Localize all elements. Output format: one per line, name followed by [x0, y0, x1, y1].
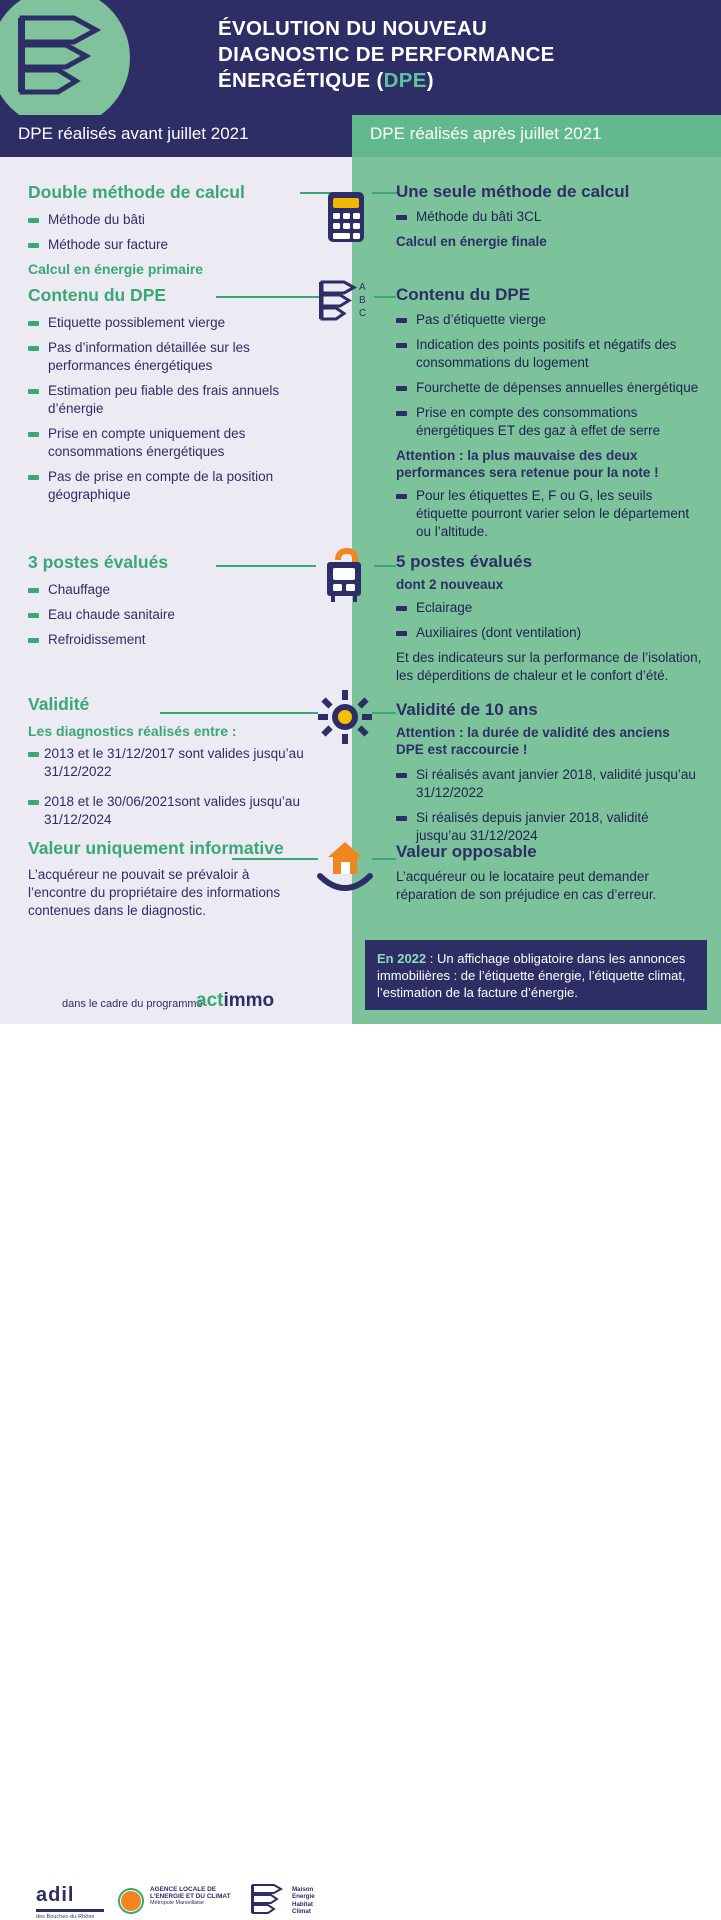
connector-line-3-right [374, 565, 396, 567]
list-item: Refroidissement [28, 631, 278, 649]
section-1-left-title: Double méthode de calcul [28, 182, 245, 202]
list-item: Pas de prise en compte de la position géographique [28, 468, 322, 504]
mehc-line-2: Energie [292, 1893, 315, 1901]
list-item: Eclairage [396, 599, 704, 617]
section-1-left [28, 182, 298, 283]
list-item: 2013 et le 31/12/2017 sont valides jusqu’au 31/12/2022 [28, 745, 318, 781]
section-2-right-bullets [396, 311, 704, 440]
section-4-right-bullets [396, 766, 696, 845]
section-4-right-warning: Attention : la durée de validité des anciens DPE est raccourcie ! [396, 725, 670, 757]
section-5-left [28, 838, 296, 926]
list-item: 2018 et le 30/06/2021sont valides jusqu’au 31/12/2024 [28, 793, 318, 829]
list-item: Si réalisés avant janvier 2018, validité jusqu’au 31/12/2022 [396, 766, 696, 802]
section-2-left [22, 285, 322, 511]
connector-line-4-right [372, 712, 396, 714]
section-1-left-note: Calcul en énergie primaire [28, 261, 204, 277]
list-item: Auxiliaires (dont ventilation) [396, 624, 704, 642]
section-1-right-note: Calcul en énergie finale [396, 234, 547, 249]
section-1-right [396, 182, 696, 256]
list-item: Méthode du bâti 3CL [396, 208, 696, 226]
right-column-header [352, 115, 721, 157]
footer-note-text: : Un affichage obligatoire dans les annonces immobilières : de l’étiquette énergie, l’étiquette climat, l’estimation de la facture d’énergie. [377, 951, 686, 1000]
sun-icon [318, 690, 372, 744]
list-item: Chauffage [28, 581, 278, 599]
list-item: Prise en compte des consommations énergétiques ET des gaz à effet de serre [396, 404, 704, 440]
section-2-right-bullets-2 [396, 487, 704, 541]
list-item: Indication des points positifs et négatifs des consommations du logement [396, 336, 704, 372]
boiler-icon [318, 548, 374, 604]
section-3-right-subtitle: dont 2 nouveaux [396, 577, 504, 592]
section-4-right-title: Validité de 10 ans [396, 700, 538, 719]
title-line-3-suffix: ) [426, 69, 434, 92]
title-line-3 [218, 68, 698, 94]
svg-text:B: B [359, 295, 366, 306]
svg-text:A: A [359, 282, 366, 293]
mehc-line-3: Habitat [292, 1900, 313, 1908]
section-5-right [396, 842, 696, 910]
list-item: Eau chaude sanitaire [28, 606, 278, 624]
title-line-2: DIAGNOSTIC DE PERFORMANCE [218, 43, 555, 66]
alec-logo [118, 1886, 242, 1906]
section-3-right-title: 5 postes évalués [396, 552, 533, 571]
mehc-mark-icon [250, 1882, 288, 1916]
left-column-header [0, 115, 352, 157]
calculator-icon [318, 190, 374, 246]
section-5-left-paragraph: L’acquéreur ne pouvait se prévaloir à l’encontre du propriétaire des informations contenues dans le diagnostic. [28, 867, 281, 918]
section-2-right-warning: Attention : la plus mauvaise des deux performances sera retenue pour la note ! [396, 448, 659, 480]
list-item: Méthode sur facture [28, 236, 298, 254]
footer-note-highlight: En 2022 [377, 951, 427, 966]
section-3-left-bullets [28, 581, 278, 649]
title-dpe-accent: DPE [383, 69, 427, 92]
programme-label: dans le cadre du programme [62, 998, 203, 1010]
left-column-header-label: DPE réalisés avant juillet 2021 [18, 124, 249, 143]
section-2-left-title: Contenu du DPE [28, 285, 167, 305]
section-4-left-title: Validité [28, 694, 90, 714]
section-3-left-title: 3 postes évalués [28, 552, 169, 572]
section-2-left-bullets [28, 314, 322, 504]
alec-logo-line-1: AGENCE LOCALE DE [150, 1886, 217, 1893]
header [0, 0, 721, 115]
adil-logo-subtitle: des Bouches-du-Rhône [36, 1914, 95, 1920]
list-item: Fourchette de dépenses annuelles énergétique [396, 379, 704, 397]
section-5-right-paragraph: L’acquéreur ou le locataire peut demander réparation de son préjudice en cas d’erreur. [396, 869, 657, 902]
dpe-logo-icon [16, 14, 102, 100]
svg-text:C: C [359, 308, 367, 319]
actimmo-logo [196, 990, 274, 1012]
section-5-right-title: Valeur opposable [396, 842, 537, 861]
list-item: Etiquette possiblement vierge [28, 314, 322, 332]
alec-logo-line-3: Métropole Marseillaise [150, 1900, 204, 1906]
section-1-right-bullets [396, 208, 696, 226]
list-item: Pas d’information détaillée sur les performances énergétiques [28, 339, 322, 375]
list-item: Prise en compte uniquement des consommations énergétiques [28, 425, 322, 461]
list-item: Méthode du bâti [28, 211, 298, 229]
section-1-left-bullets [28, 211, 298, 254]
title-line-3-prefix: ÉNERGÉTIQUE ( [218, 69, 384, 92]
section-3-left [28, 552, 278, 656]
list-item: Estimation peu fiable des frais annuels d’énergie [28, 382, 322, 418]
section-4-left-subtitle: Les diagnostics réalisés entre : [28, 723, 237, 739]
section-3-right-bullets [396, 599, 704, 642]
mehc-line-1: Maison [292, 1886, 314, 1893]
section-5-left-title: Valeur uniquement informative [28, 838, 284, 858]
list-item: Pour les étiquettes E, F ou G, les seuils étiquette pourront varier selon le département ou l’altitude. [396, 487, 704, 541]
maison-energie-habitat-climat-logo [250, 1882, 342, 1916]
section-4-right [396, 700, 696, 852]
list-item: Pas d’étiquette vierge [396, 311, 704, 329]
section-3-right-footnote: Et des indicateurs sur la performance de l’isolation, les déperditions de chaleur et le confort d’été. [396, 650, 702, 683]
adil-logo-word: adil [36, 1884, 75, 1906]
section-1-right-title: Une seule méthode de calcul [396, 182, 630, 201]
connector-line-5-right [372, 858, 396, 860]
section-2-right [396, 285, 704, 548]
connector-line-1-right [372, 192, 398, 194]
section-2-right-title: Contenu du DPE [396, 285, 531, 304]
list-item: Si réalisés depuis janvier 2018, validité jusqu’au 31/12/2024 [396, 809, 696, 845]
footer-note [365, 940, 707, 1010]
mehc-line-4: Climat [292, 1908, 311, 1916]
connector-line-2-right [374, 296, 396, 298]
section-4-left-bullets [28, 745, 318, 829]
house-in-hand-icon [316, 838, 374, 890]
alec-mark-icon [118, 1888, 144, 1914]
title-line-1: ÉVOLUTION DU NOUVEAU [218, 17, 488, 40]
energy-label-icon [318, 278, 376, 326]
right-column-header-label: DPE réalisés après juillet 2021 [370, 124, 602, 143]
adil-logo [36, 1884, 104, 1920]
section-4-left [28, 694, 318, 836]
actimmo-act: act [196, 990, 224, 1011]
actimmo-immo: immo [223, 990, 275, 1011]
alec-logo-line-2: L’ENERGIE ET DU CLIMAT [150, 1893, 231, 1900]
page-title [218, 16, 698, 94]
section-3-right [396, 552, 704, 691]
